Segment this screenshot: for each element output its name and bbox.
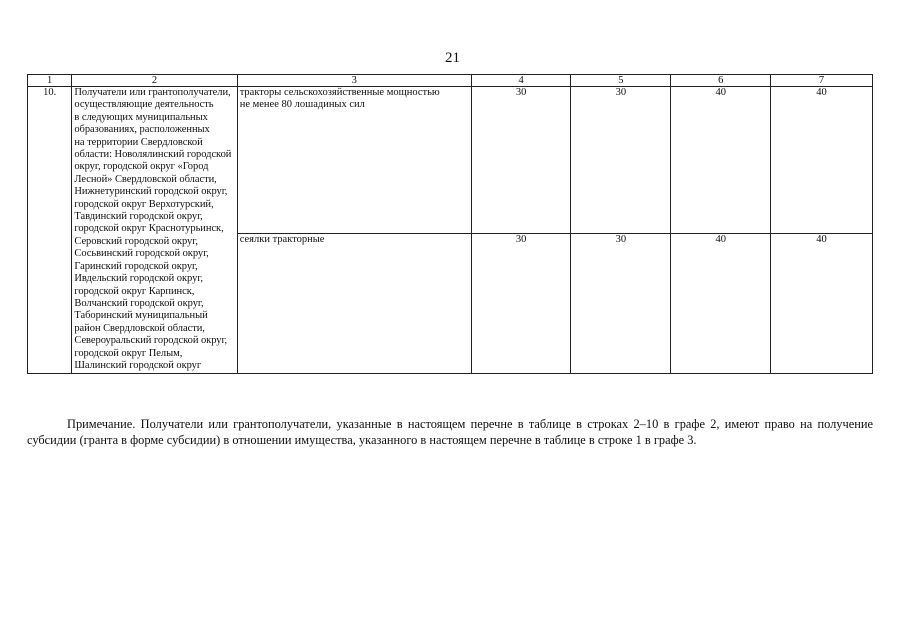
recipients-line: Таборинский муниципальный [74,310,208,322]
recipients-line: городской округ Пелым, [74,347,183,359]
item-name-line: тракторы сельскохозяйственные мощностью [239,87,440,98]
recipients-cell [72,87,237,374]
recipients-line: Нижнетуринский городской округ, [74,186,228,198]
recipients-line: Североуральский городской округ, [74,335,228,347]
recipients-line: Шалинский городской округ [74,359,202,371]
value-cell-col7: 40 [771,234,873,374]
item-name-line: сеялки тракторные [239,234,325,245]
column-number-3: 3 [237,75,471,87]
note-paragraph: Примечание. Получатели или грантополучатели, указанные в настоящем перечне в таблице в строках 2–10 в графе 2, имеют право на получение субсидии (гранта в форме субсидии) в отношении имущества, указанного в настоящем перечне в таблице в строке 1 в графе 3. [27,417,873,448]
column-number-6: 6 [671,75,771,87]
value-cell-col5: 30 [571,234,671,374]
column-number-2: 2 [72,75,237,87]
recipients-line: район Свердловской области, [74,322,205,334]
value-cell-col7: 40 [771,87,873,234]
recipients-line: округ, городской округ «Город [74,161,209,173]
recipients-line: образованиях, расположенных [74,124,210,136]
recipients-line: на территории Свердловской [74,136,203,148]
recipients-line: Сосьвинский городской округ, [74,248,209,260]
recipients-line: Серовский городской округ, [74,235,198,247]
recipients-line: Лесной» Свердловской области, [74,173,217,185]
column-number-1: 1 [28,75,72,87]
recipients-line: городской округ Верхотурский, [74,198,214,210]
row-number: 10. [28,87,72,374]
item-name-cell [237,234,471,374]
page-number: 21 [445,50,460,66]
column-number-7: 7 [771,75,873,87]
value-cell-col5: 30 [571,87,671,234]
value-cell-col6: 40 [671,87,771,234]
value-cell-col6: 40 [671,234,771,374]
value-cell-col4: 30 [471,87,571,234]
item-name-cell [237,87,471,234]
column-number-4: 4 [471,75,571,87]
column-number-5: 5 [571,75,671,87]
recipients-line: городской округ Краснотурьинск, [74,223,224,235]
recipients-line: Гаринский городской округ, [74,260,198,272]
recipients-line: осуществляющие деятельность [74,99,214,111]
item-name-line: не менее 80 лошадиных сил [239,99,365,111]
recipients-line: Получатели или грантополучатели, [74,87,231,98]
recipients-line: городской округ Карпинск, [74,285,195,297]
value-cell-col4: 30 [471,234,571,374]
recipients-line: области: Новолялинский городской [74,149,232,161]
recipients-line: Ивдельский городской округ, [74,273,203,285]
recipients-line: Тавдинский городской округ, [74,211,203,223]
column-number-row [28,75,873,87]
table-row [28,87,873,234]
recipients-line: в следующих муниципальных [74,111,208,123]
recipients-line: Волчанский городской округ, [74,297,204,309]
subsidy-table [27,74,873,374]
